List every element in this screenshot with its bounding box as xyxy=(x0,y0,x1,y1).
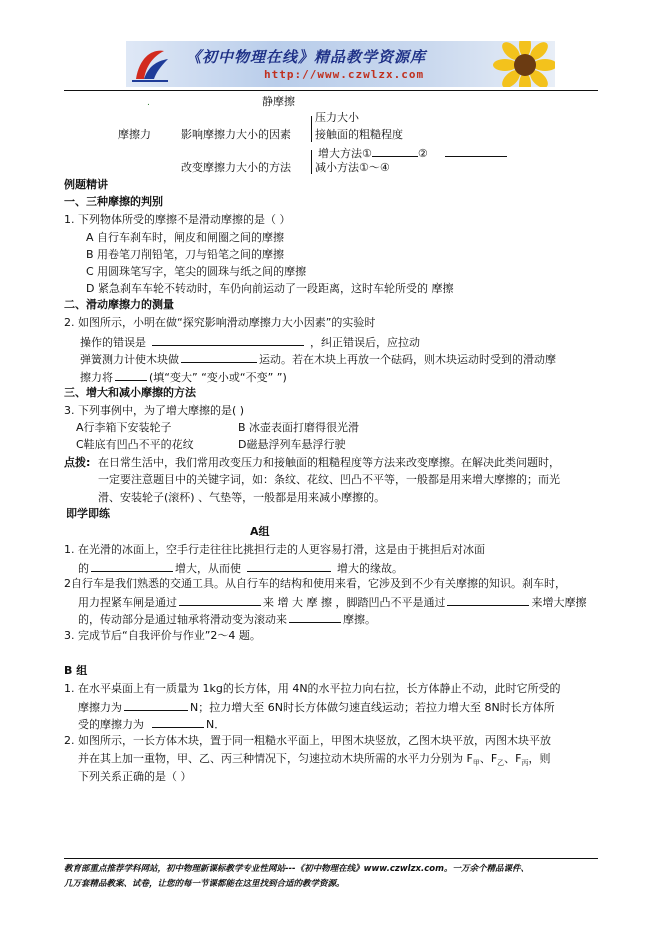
sunflower-icon xyxy=(485,41,555,87)
a-q2-line3: 的，传动部分是通过轴承将滑动变为滚动来 摩擦。 xyxy=(78,613,376,626)
group-b-heading: B 组 xyxy=(64,664,88,677)
q3-option-d: D磁悬浮列车悬浮行驶 xyxy=(238,438,346,451)
b-q2-line2: 并在其上加一重物，甲、乙、丙三种情况下，匀速拉动木块所需的水平力分别为 $F_甲$、$F_乙$、$F_丙$，则 xyxy=(78,752,551,768)
section3-heading: 三、增大和减小摩擦的方法 xyxy=(64,386,196,399)
b-q2-line3: 下列关系正确的是（ ） xyxy=(78,770,192,783)
q1-option-c: C 用圆珠笔写字，笔尖的圆珠与纸之间的摩擦 xyxy=(86,265,307,278)
q1-option-d: D 紧急刹车车轮不转动时，车仍向前运动了一段距离，这时车轮所受的 摩擦 xyxy=(86,282,454,295)
b-q1-line3: 受的摩擦力为 N． xyxy=(78,718,226,731)
blank-q2-error[interactable] xyxy=(152,334,304,346)
footer-line2: 几万套精品教案、试卷，让您的每一节课都能在这里找到合适的教学资源。 xyxy=(64,879,345,889)
blank-a-q2-3[interactable] xyxy=(289,611,341,623)
blank-b-q1-2[interactable] xyxy=(152,716,204,728)
node-friction: 摩擦力 xyxy=(118,128,151,141)
node-increase: 增大方法① ② xyxy=(318,145,507,161)
q3-option-a: A行李箱下安装轮子 xyxy=(76,421,172,434)
banner-title: 《初中物理在线》精品教学资源库 xyxy=(186,48,427,66)
header-rule xyxy=(64,90,598,91)
blank-a-q1-2[interactable] xyxy=(247,560,331,572)
q1-option-a: A 自行车刹车时，闸皮和闸圈之间的摩擦 xyxy=(86,231,285,244)
banner-url: http://www.czwlzx.com xyxy=(264,68,425,81)
blank-b-q1-1[interactable] xyxy=(124,699,188,711)
a-q1-line1: 1. 在光滑的冰面上，空手行走往往比挑担行走的人更容易打滑，这是由于挑担后对冰面 xyxy=(64,543,485,556)
footer-rule xyxy=(64,858,598,859)
site-logo-icon xyxy=(130,45,170,83)
practice-heading: 即学即练 xyxy=(66,507,110,520)
blank-increase-1[interactable] xyxy=(372,145,418,157)
q3-option-b: B 冰壶表面打磨得很光滑 xyxy=(238,421,360,434)
blank-q2-change[interactable] xyxy=(115,369,147,381)
blank-a-q1-1[interactable] xyxy=(91,560,173,572)
q2-line1: 2. 如图所示，小明在做“探究影响滑动摩擦力大小因素”的实验时 xyxy=(64,316,376,329)
tip-line1: 在日常生活中，我们常用改变压力和接触面的粗糙程度等方法来改变摩擦。在解决此类问题时， xyxy=(98,456,560,469)
footer-line1: 教育部重点推荐学科网站，初中物理新课标教学专业性网站---《初中物理在线》www.czwlzx.com。一万余个精品课件、 xyxy=(64,864,529,874)
factors-brace xyxy=(311,116,312,142)
b-q1-line2: 摩擦力为 N；拉力增大至 6N时长方体做匀速直线运动；若拉力增大至 8N时长方体所 xyxy=(78,701,555,714)
a-q1-line2: 的 增大，从而使 增大的缘故。 xyxy=(78,562,403,575)
group-a-heading: A组 xyxy=(250,525,270,538)
methods-brace xyxy=(311,150,312,174)
tip-line2: 一定要注意题目中的关键字词，如：条纹、花纹、凹凸不平等，一般都是用来增大摩擦的；而光 xyxy=(98,473,560,486)
q1-text: 1. 下列物体所受的摩擦不是滑动摩擦的是（ ） xyxy=(64,213,291,226)
node-factor-pressure: 压力大小 xyxy=(315,111,359,124)
blank-a-q2-2[interactable] xyxy=(447,594,529,606)
a-q2-line2: 用力捏紧车闸是通过 来 增 大 摩 擦 ，脚踏凹凸不平是通过 来增大摩擦 xyxy=(78,596,587,609)
b-q1-line1: 1. 在水平桌面上有一质量为 1kg的长方体，用 4N的水平拉力向右拉，长方体静止不动，此时它所受的 xyxy=(64,682,561,695)
node-decrease: 减小方法①～④ xyxy=(315,161,390,174)
q3-text: 3. 下列事例中，为了增大摩擦的是( ) xyxy=(64,404,245,417)
node-change-methods: 改变摩擦力大小的方法 xyxy=(181,161,291,174)
blank-a-q2-1[interactable] xyxy=(179,594,261,606)
marker-dot: . xyxy=(147,98,150,108)
blank-q2-motion[interactable] xyxy=(181,351,257,363)
section-examples-heading: 例题精讲 xyxy=(64,178,108,191)
blank-increase-2[interactable] xyxy=(445,145,507,157)
q2-line4: 擦力将 (填“变大” “变小或“不变” ”) xyxy=(80,371,287,384)
q3-option-c: C鞋底有凹凸不平的花纹 xyxy=(76,438,194,451)
b-q2-line1: 2. 如图所示，一长方体木块，置于同一粗糙水平面上，甲图木块竖放，乙图木块平放，丙图木块平放 xyxy=(64,734,551,747)
node-factors: 影响摩擦力大小的因素 xyxy=(181,128,291,141)
q2-line3: 弹簧测力计使木块做 运动。若在木块上再放一个砝码，则木块运动时受到的滑动摩 xyxy=(80,353,556,366)
a-q3-text: 3. 完成节后“自我评价与作业”2～4 题。 xyxy=(64,629,261,642)
a-q2-line1: 2自行车是我们熟悉的交通工具。从自行车的结构和使用来看，它涉及到不少有关摩擦的知识。刹车时， xyxy=(64,577,566,590)
section2-heading: 二、滑动摩擦力的测量 xyxy=(64,298,174,311)
node-static-friction: 静摩擦 xyxy=(262,95,295,108)
section1-heading: 一、三种摩擦的判别 xyxy=(64,195,163,208)
header-banner xyxy=(126,41,555,87)
tip-line3: 滑、安装轮子(滚杯) 、气垫等，一般都是用来减小摩擦的。 xyxy=(98,491,386,504)
q1-option-b: B 用卷笔刀削铅笔，刀与铅笔之间的摩擦 xyxy=(86,248,285,261)
node-factor-roughness: 接触面的粗糙程度 xyxy=(315,128,403,141)
q2-line2: 操作的错误是 ，纠正错误后，应拉动 xyxy=(80,336,420,349)
tip-label: 点拨: xyxy=(64,456,91,469)
